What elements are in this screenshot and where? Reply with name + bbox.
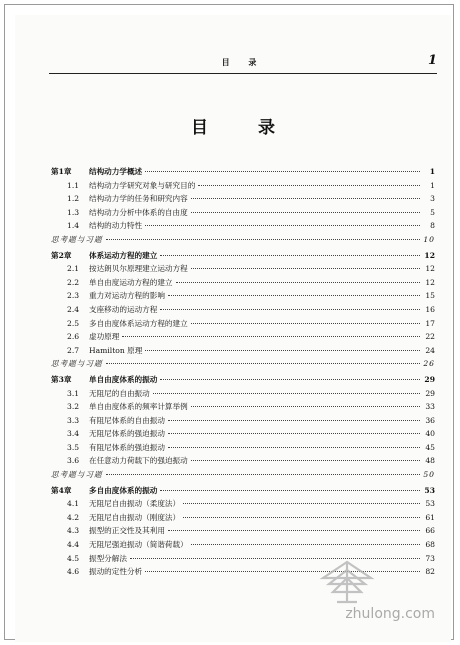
toc-dot-leader: [168, 530, 420, 531]
toc-entry-number: 2.2: [67, 277, 80, 287]
toc-entry-label: 单自由度运动方程的建立: [89, 277, 173, 287]
toc-dot-leader: [191, 212, 420, 213]
toc-section-row: [51, 276, 435, 290]
toc-dot-leader: [145, 350, 420, 351]
toc-entry-label: 振型分解法: [89, 553, 127, 563]
toc-entry-label: 有阻尼体系的自由振动: [89, 415, 165, 425]
watermark-text: zhulong.com: [345, 606, 435, 622]
toc-entry-number: 4.2: [67, 512, 80, 522]
toc-section-row: [51, 317, 435, 331]
toc-entry-label: 思考题与习题: [51, 470, 103, 480]
toc-dot-leader: [106, 474, 420, 475]
toc-entry-page: 17: [425, 318, 435, 328]
toc-entry-page: 22: [425, 332, 435, 342]
toc-dot-leader: [106, 363, 420, 364]
toc-entry-number: 4.3: [67, 526, 80, 536]
toc-entry-number: 1.3: [67, 207, 80, 217]
toc-dot-leader: [106, 239, 420, 240]
toc-entry-number: 1.2: [67, 194, 80, 204]
toc-entry-label: 无阻尼自由振动（柔度法）: [89, 499, 181, 509]
toc-entry-page: 5: [430, 207, 435, 217]
toc-entry-label: 支座移动的运动方程: [89, 304, 158, 314]
toc-entry-label: 多自由度体系运动方程的建立: [89, 318, 188, 328]
toc-chapter-row: [51, 373, 435, 387]
toc-entry-number: 1.1: [67, 180, 80, 190]
toc-dot-leader: [183, 503, 420, 504]
toc-dot-leader: [198, 185, 420, 186]
toc-dot-leader: [145, 171, 420, 172]
toc-section-row: [51, 289, 435, 303]
toc-section-row: [51, 330, 435, 344]
toc-dot-leader: [168, 433, 420, 434]
toc-entry-page: 3: [430, 194, 435, 204]
toc-entry-number: 4.5: [67, 553, 80, 563]
toc-exercise-row: [51, 468, 435, 482]
toc-section-row: [51, 400, 435, 414]
running-header: [49, 53, 437, 74]
toc-entry-number: 2.5: [67, 318, 80, 328]
toc-entry-label: Hamilton 原理: [89, 345, 143, 355]
toc-entry-page: 24: [425, 345, 435, 355]
toc-entry-label: 体系运动方程的建立: [89, 250, 158, 260]
toc-chapter-row: [51, 249, 435, 263]
toc-section-row: [51, 511, 435, 525]
toc-dot-leader: [145, 225, 420, 226]
toc-entry-number: 3.5: [67, 442, 80, 452]
toc-entry-page: 45: [425, 442, 435, 452]
toc-entry-page: 12: [425, 277, 435, 287]
toc-entry-page: 1: [430, 180, 435, 190]
toc-entry-number: 4.1: [67, 499, 80, 509]
toc-dot-leader: [168, 295, 420, 296]
toc-entry-label: 有阻尼体系的强迫振动: [89, 442, 165, 452]
toc-entry-number: 3.6: [67, 456, 80, 466]
toc-entry-number: 3.3: [67, 415, 80, 425]
toc-section-row: [51, 219, 435, 233]
toc-entry-label: 结构动力学概述: [89, 167, 143, 176]
toc-section-row: [51, 524, 435, 538]
toc-entry-label: 振动的定性分析: [89, 567, 143, 577]
toc-dot-leader: [183, 517, 420, 518]
toc-entry-label: 无阻尼强迫振动（简谐荷载）: [89, 540, 188, 550]
toc-entry-number: 2.6: [67, 332, 80, 342]
toc-section-row: [51, 303, 435, 317]
toc-entry-label: 结构动力学研究对象与研究目的: [89, 180, 196, 190]
toc-dot-leader: [176, 282, 420, 283]
toc-dot-leader: [191, 268, 420, 269]
toc-dot-leader: [191, 544, 420, 545]
toc-entry-page: 36: [425, 415, 435, 425]
toc-entry-label: 结构动力学的任务和研究内容: [89, 194, 188, 204]
toc-entry-page: 50: [423, 470, 435, 480]
toc-entry-page: 66: [425, 526, 435, 536]
toc-entry-page: 1: [429, 167, 435, 176]
toc-entry-number: 第4章: [51, 485, 72, 495]
toc-entry-label: 思考题与习题: [51, 359, 103, 369]
toc-section-row: [51, 497, 435, 511]
toc-entry-label: 多自由度体系的振动: [89, 485, 158, 495]
toc-dot-leader: [168, 420, 420, 421]
toc-entry-page: 33: [425, 402, 435, 412]
toc-entry-number: 3.4: [67, 429, 80, 439]
toc-entry-label: 重力对运动方程的影响: [89, 291, 165, 301]
toc-dot-leader: [122, 336, 420, 337]
toc-section-row: [51, 387, 435, 401]
toc-entry-number: 4.6: [67, 567, 80, 577]
toc-section-row: [51, 192, 435, 206]
toc-entry-number: 3.2: [67, 402, 80, 412]
toc-dot-leader: [191, 198, 420, 199]
toc-dot-leader: [153, 393, 420, 394]
toc-dot-leader: [191, 460, 420, 461]
toc-dot-leader: [160, 255, 420, 256]
toc-entry-number: 1.4: [67, 221, 80, 231]
toc-entry-page: 73: [425, 553, 435, 563]
toc-entry-label: 单自由度体系的振动: [89, 374, 158, 384]
watermark: [305, 556, 435, 626]
toc-dot-leader: [191, 323, 420, 324]
toc-entry-page: 53: [425, 499, 435, 509]
toc-section-row: [51, 414, 435, 428]
toc-entry-page: 16: [425, 304, 435, 314]
toc-entry-page: 40: [425, 429, 435, 439]
page-frame: [4, 4, 454, 640]
toc-entry-label: 无阻尼的自由振动: [89, 388, 150, 398]
toc-entry-page: 48: [425, 456, 435, 466]
toc-entry-number: 4.4: [67, 540, 80, 550]
toc-entry-page: 53: [424, 485, 435, 495]
toc-section-row: [51, 206, 435, 220]
page-title: 目 录: [191, 118, 297, 138]
toc-entry-page: 29: [425, 388, 435, 398]
toc-entry-number: 第1章: [51, 167, 72, 176]
toc-entry-label: 单自由度体系的频率计算举例: [89, 402, 188, 412]
toc-entry-label: 思考题与习题: [51, 234, 103, 244]
toc-dot-leader: [160, 309, 420, 310]
toc-entry-page: 82: [425, 567, 435, 577]
toc-dot-leader: [168, 447, 420, 448]
toc-entry-label: 按达朗贝尔原理建立运动方程: [89, 264, 188, 274]
toc-section-row: [51, 454, 435, 468]
toc-entry-page: 8: [430, 221, 435, 231]
running-title: 目 录: [221, 57, 265, 67]
toc-entry-label: 虚功原理: [89, 332, 120, 342]
toc-section-row: [51, 344, 435, 358]
table-of-contents: [51, 165, 435, 579]
toc-section-row: [51, 179, 435, 193]
zhulong-logo-icon: [319, 560, 375, 604]
toc-entry-label: 无阻尼体系的强迫振动: [89, 429, 165, 439]
toc-entry-label: 振型的正交性及其利用: [89, 526, 165, 536]
toc-entry-number: 2.3: [67, 291, 80, 301]
document-page: [15, 15, 451, 642]
toc-entry-page: 12: [425, 264, 435, 274]
toc-chapter-row: [51, 165, 435, 179]
toc-dot-leader: [191, 406, 420, 407]
toc-entry-page: 12: [424, 250, 435, 260]
toc-entry-page: 15: [425, 291, 435, 301]
toc-exercise-row: [51, 233, 435, 247]
toc-entry-page: 29: [424, 374, 435, 384]
toc-section-row: [51, 262, 435, 276]
toc-entry-number: 2.7: [67, 345, 80, 355]
toc-section-row: [51, 427, 435, 441]
toc-entry-number: 第3章: [51, 374, 72, 384]
toc-section-row: [51, 441, 435, 455]
toc-entry-label: 结构的动力特性: [89, 221, 143, 231]
toc-entry-page: 68: [425, 540, 435, 550]
toc-dot-leader: [160, 379, 420, 380]
toc-section-row: [51, 538, 435, 552]
toc-entry-label: 无阻尼自由振动（刚度法）: [89, 512, 181, 522]
toc-entry-page: 10: [423, 234, 435, 244]
toc-entry-page: 61: [425, 512, 435, 522]
toc-entry-label: 在任意动力荷载下的强迫振动: [89, 456, 188, 466]
toc-dot-leader: [160, 490, 420, 491]
toc-entry-number: 2.1: [67, 264, 80, 274]
toc-exercise-row: [51, 357, 435, 371]
toc-entry-number: 第2章: [51, 250, 72, 260]
toc-chapter-row: [51, 484, 435, 498]
toc-entry-page: 26: [423, 359, 435, 369]
page-number: 1: [427, 53, 437, 68]
toc-entry-label: 结构动力分析中体系的自由度: [89, 207, 188, 217]
toc-entry-number: 2.4: [67, 304, 80, 314]
toc-entry-number: 3.1: [67, 388, 80, 398]
